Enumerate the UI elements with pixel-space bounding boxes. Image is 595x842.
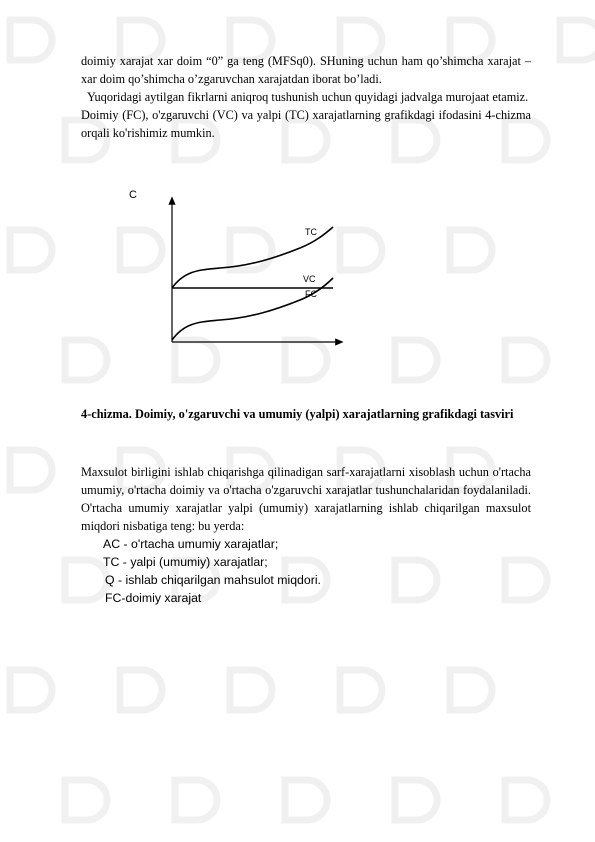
fc-label: FC <box>305 289 317 299</box>
axis-label-c: C <box>129 189 137 201</box>
intro-paragraph-3: Doimiy (FC), o'zgaruvchi (VC) va yalpi (TC) xarajatlarning grafikdagi ifodasini 4-chizma orqali ko'rishimiz mumkin. <box>81 108 531 140</box>
cost-curves-figure <box>100 178 360 358</box>
intro-paragraph-2: Yuqoridagi aytilgan fikrlarni aniqroq tushunish uchun quyidagi jadvalga murojaat etamiz. <box>87 90 529 104</box>
definition-item: TC - yalpi (umumiy) xarajatlar; <box>103 555 268 569</box>
intro-paragraph-1: doimiy xarajat xar doim “0” ga teng (MFSq0). SHuning uchun ham qo’shimcha xarajat –xar doim qo’shimcha o’zgaruvchan xarajatdan iborat bo’ladi. <box>81 54 531 86</box>
intro-section <box>81 52 531 142</box>
definition-item: Q - ishlab chiqarilgan mahsulot miqdori. <box>105 573 321 587</box>
cost-curves-diagram <box>100 178 360 358</box>
figure-caption: 4-chizma. Doimiy, o'zgaruvchi va umumiy (yalpi) xarajatlarning grafikdagi tasviri <box>81 407 514 421</box>
vc-label: VC <box>303 274 316 284</box>
body-paragraph-1: Maxsulot birligini ishlab chiqarishga qilinadigan sarf-xarajatlarni xisoblash uchun o'rtacha umumiy, o'rtacha doimiy va o'rtacha o'zgaruvchi xarajatlar tushunchalaridan foydalaniladi. O'rtacha umumiy xarajatlar yalpi (umumiy) xarajatlarning ishlab chiqarilgan maxsulot miqdori nisbatiga teng: bu yerda: <box>81 465 531 533</box>
definition-item: FC-doimiy xarajat <box>105 591 202 605</box>
tc-label: TC <box>305 227 317 237</box>
definition-list <box>81 535 531 607</box>
body-section <box>81 463 531 607</box>
definition-item: AC - o'rtacha umumiy xarajatlar; <box>103 537 279 551</box>
